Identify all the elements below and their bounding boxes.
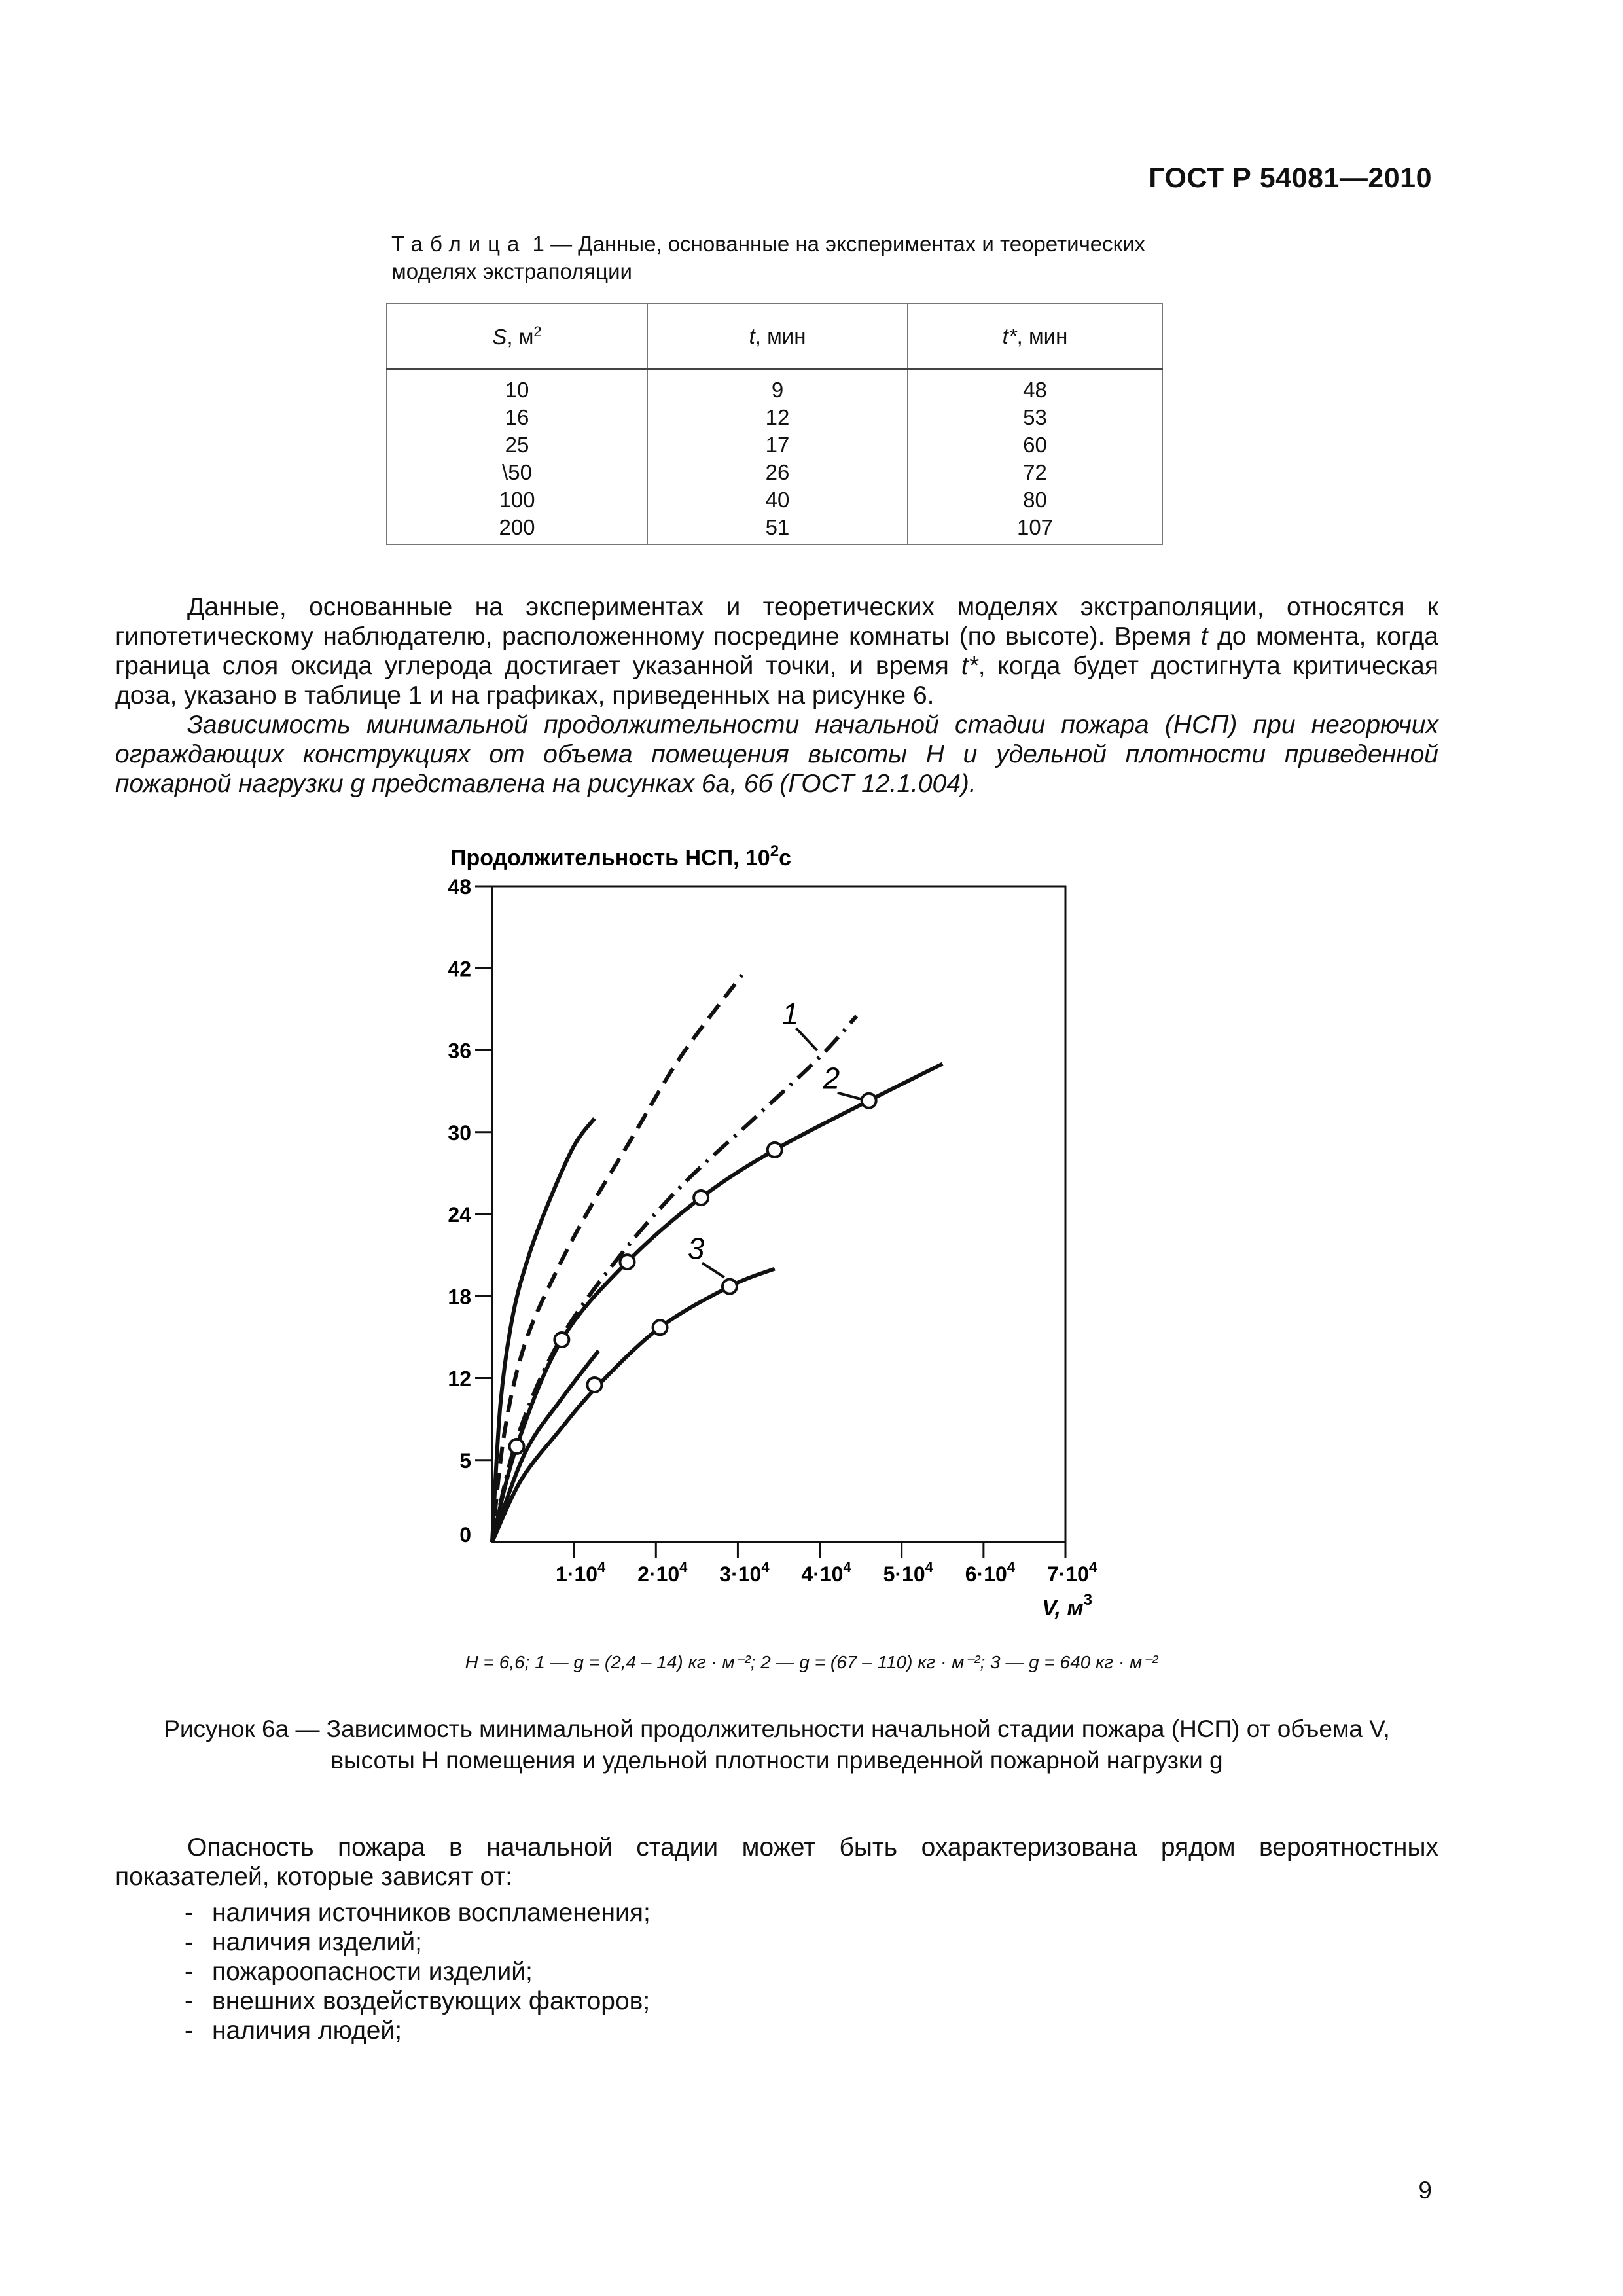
curve-label-leader xyxy=(702,1263,724,1278)
data-point-marker xyxy=(587,1378,601,1392)
x-tick-label: $4\cdot 10^4$ xyxy=(801,1559,851,1586)
figure-caption xyxy=(115,1713,1438,1776)
data-point-marker xyxy=(862,1094,876,1108)
paragraph-1: Данные, основанные на экспериментах и теоретических моделях экстраполяции, относятся к гипотетическому наблюдателю, расположенному посредине комнаты (по высоте). Время t до момента, когда граница слоя оксида углерода достигает указанной точки, и время t*, когда будет достигнута критическая доза, указано в таблице 1 и на графиках, приведенных на рисунке 6. xyxy=(115,593,1439,709)
x-tick-label: $5\cdot 10^4$ xyxy=(883,1559,933,1586)
table-caption-label: Таблица xyxy=(391,232,527,256)
y-axis-title: Продолжительность НСП, $10^2с$ xyxy=(450,842,791,870)
data-point-marker xyxy=(620,1255,634,1269)
body-text xyxy=(115,592,1438,798)
y-tick-label: 24 xyxy=(448,1203,471,1227)
y-tick-label: 30 xyxy=(448,1121,471,1145)
plot-frame xyxy=(492,886,1065,1542)
y-tick-label: 18 xyxy=(448,1285,471,1309)
curve-label-leader xyxy=(838,1093,863,1100)
table-cell-time-column: 9 12 17 26 40 51 xyxy=(647,369,908,545)
data-table xyxy=(386,303,1163,545)
figure-caption-line2: высоты H помещения и удельной плотности приведенной пожарной нагрузки g xyxy=(330,1747,1223,1774)
y-tick-label: 36 xyxy=(448,1039,471,1063)
page-number: 9 xyxy=(1418,2177,1432,2204)
hazard-factor-list xyxy=(185,1898,651,2045)
table-cell-area-column: 10 16 25 \50 100 200 xyxy=(387,369,647,545)
x-tick-label: $6\cdot 10^4$ xyxy=(965,1559,1016,1586)
y-tick-label: 5 xyxy=(459,1448,471,1473)
y-tick-label: 0 xyxy=(459,1523,471,1547)
column-header-critical-time: t*, мин xyxy=(908,304,1162,369)
hazard-intro xyxy=(115,1833,1438,1892)
document-standard-number: ГОСТ Р 54081—2010 xyxy=(1149,162,1432,194)
series-curve-3 xyxy=(492,1269,775,1543)
curve-label-leader xyxy=(796,1028,817,1050)
table-header-row xyxy=(387,304,1162,369)
data-point-marker xyxy=(694,1191,708,1205)
y-tick-label: 42 xyxy=(448,957,471,981)
data-point-marker xyxy=(554,1333,569,1347)
table-caption xyxy=(391,230,1308,285)
list-item: - внешних воздействующих факторов; xyxy=(185,1987,651,2015)
x-axis-title: V, $м^3$ xyxy=(1042,1591,1092,1621)
x-tick-label: $7\cdot 10^4$ xyxy=(1046,1559,1097,1586)
series-curve-1 xyxy=(492,1016,857,1542)
list-item: - наличия людей; xyxy=(185,2017,402,2045)
table-caption-text: 1 — Данные, основанные на экспериментах и теоретических xyxy=(526,232,1145,256)
data-point-marker xyxy=(510,1439,524,1454)
series-curve-2 xyxy=(492,1061,942,1542)
data-point-marker xyxy=(653,1320,668,1335)
curve-label: 1 xyxy=(781,996,799,1031)
curve-label: 2 xyxy=(823,1061,840,1096)
column-header-time: t, мин xyxy=(647,304,908,369)
list-item: - наличия изделий; xyxy=(185,1928,422,1956)
figure-6a-chart xyxy=(366,831,1152,1636)
paragraph-2: Зависимость минимальной продолжительности начальной стадии пожара (НСП) при негорючих ограждающих конструкциях от объема помещения высоты H и удельной плотности приведенной пожарной нагрузки g представлена на рисунках 6а, 6б (ГОСТ 12.1.004). xyxy=(115,711,1438,798)
table-row xyxy=(387,369,1162,545)
y-tick-label: 48 xyxy=(448,875,471,899)
x-tick-label: $1\cdot 10^4$ xyxy=(555,1559,606,1586)
column-header-area: S, $м^2$ xyxy=(387,304,647,369)
data-point-marker xyxy=(768,1143,782,1157)
curve-label: 3 xyxy=(687,1231,705,1266)
figure-note: H = 6,6; 1 — g = (2,4 – 14) кг · м⁻²; 2 — g = (67 – 110) кг · м⁻²; 3 — g = 640 кг · м⁻² xyxy=(465,1652,1158,1672)
table-cell-critical-time-column: 48 53 60 72 80 107 xyxy=(908,369,1162,545)
y-tick-label: 12 xyxy=(448,1367,471,1391)
table-caption-line2: моделях экстраполяции xyxy=(391,259,632,283)
hazard-intro-text: Опасность пожара в начальной стадии может быть охарактеризована рядом вероятностных показателей, которые зависят от: xyxy=(115,1833,1438,1891)
x-tick-label: $2\cdot 10^4$ xyxy=(637,1559,688,1586)
figure-caption-line1: Рисунок 6а — Зависимость минимальной продолжительности начальной стадии пожара (НСП) от объема V, xyxy=(164,1715,1390,1742)
table-body xyxy=(387,369,1162,545)
x-tick-label: $3\cdot 10^4$ xyxy=(719,1559,770,1586)
list-item: - пожароопасности изделий; xyxy=(185,1958,533,1986)
list-item: - наличия источников воспламенения; xyxy=(185,1899,651,1927)
data-point-marker xyxy=(722,1280,737,1294)
